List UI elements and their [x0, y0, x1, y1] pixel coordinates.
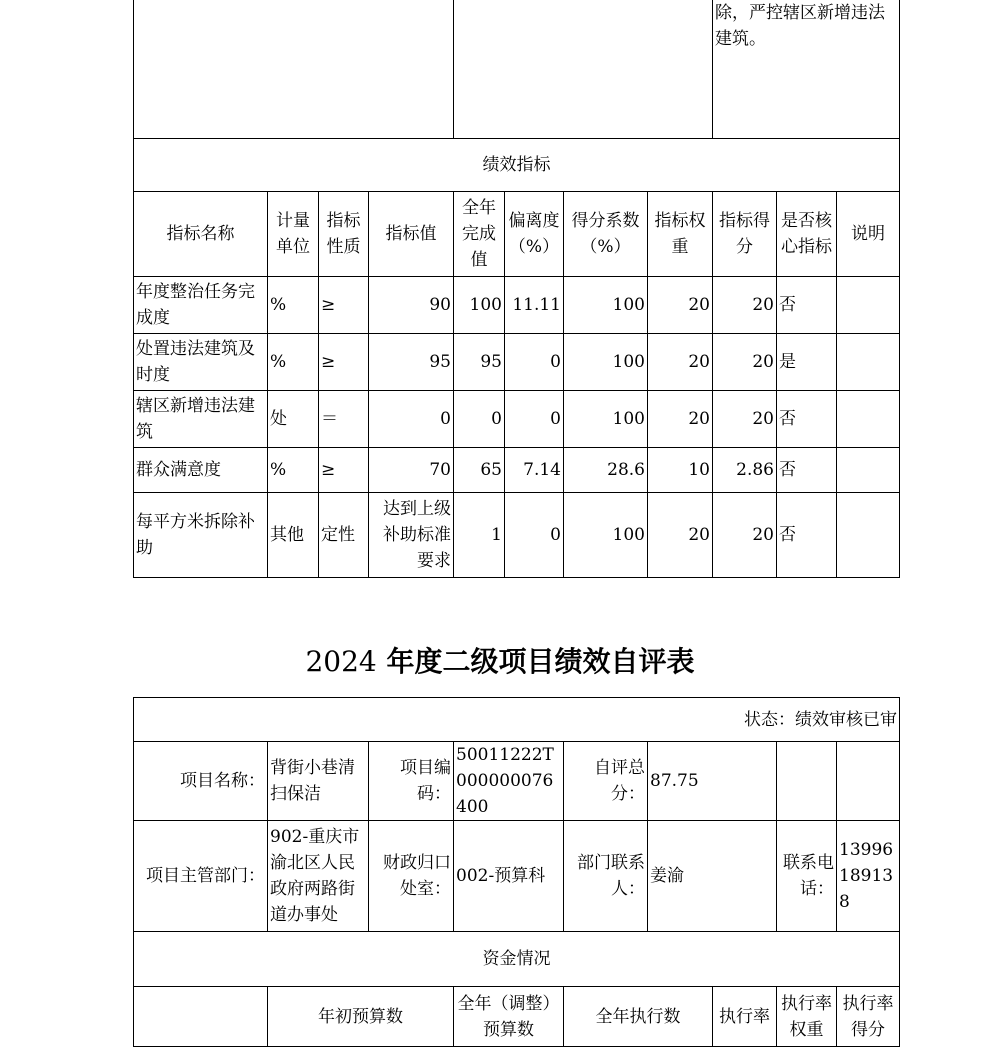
indicator-name: 辖区新增违法建筑: [134, 391, 268, 448]
dept-label: 项目主管部门：: [134, 821, 268, 932]
dept: 902-重庆市渝北区人民政府两路街道办事处: [268, 821, 369, 932]
table-row: [134, 277, 900, 334]
indicator-core: 是: [777, 334, 837, 391]
previous-row-text: 除，严控辖区新增违法建筑。: [713, 0, 900, 139]
header-deviation: 偏离度（%）: [505, 192, 564, 277]
indicator-nature: ＝: [319, 391, 369, 448]
indicator-core: 否: [777, 391, 837, 448]
indicator-weight: 20: [648, 334, 713, 391]
finance-office: 002-预算科: [454, 821, 564, 932]
header-note: 说明: [837, 192, 900, 277]
previous-row: [134, 0, 900, 139]
indicator-actual: 1: [454, 493, 505, 578]
indicator-score: 20: [713, 334, 777, 391]
project-row-2: [134, 821, 900, 932]
funds-section-title: 资金情况: [134, 932, 900, 987]
indicator-score: 20: [713, 391, 777, 448]
header-nature: 指标性质: [319, 192, 369, 277]
indicator-header-row: [134, 192, 900, 277]
phone-label: 联系电话：: [777, 821, 837, 932]
indicator-coef: 28.6: [564, 448, 648, 493]
funds-header-row: [134, 987, 900, 1047]
indicator-deviation: 7.14: [505, 448, 564, 493]
phone-number: 13996189138: [837, 821, 900, 932]
header-actual: 全年完成值: [454, 192, 505, 277]
indicator-core: 否: [777, 448, 837, 493]
indicator-deviation: 11.11: [505, 277, 564, 334]
indicator-note: [837, 448, 900, 493]
contact-label: 部门联系人：: [564, 821, 648, 932]
indicator-score: 20: [713, 493, 777, 578]
form-title-year: 2024: [305, 645, 377, 678]
indicator-unit: 处: [268, 391, 319, 448]
header-coef: 得分系数（%）: [564, 192, 648, 277]
self-score-label: 自评总分：: [564, 742, 648, 821]
indicator-name: 每平方米拆除补助: [134, 493, 268, 578]
indicator-note: [837, 277, 900, 334]
indicator-weight: 20: [648, 493, 713, 578]
funds-header-executed: 全年执行数: [564, 987, 713, 1047]
indicator-value: 0: [369, 391, 454, 448]
indicator-nature: ≥: [319, 277, 369, 334]
funds-header-rate: 执行率: [713, 987, 777, 1047]
self-score: 87.75: [648, 742, 777, 821]
contact-person: 姜渝: [648, 821, 777, 932]
project-info-table: [133, 697, 900, 1047]
indicator-actual: 0: [454, 391, 505, 448]
header-unit: 计量单位: [268, 192, 319, 277]
indicator-value: 95: [369, 334, 454, 391]
indicator-actual: 65: [454, 448, 505, 493]
indicator-unit: %: [268, 277, 319, 334]
indicator-deviation: 0: [505, 334, 564, 391]
indicator-unit: %: [268, 448, 319, 493]
indicator-actual: 95: [454, 334, 505, 391]
indicator-name: 年度整治任务完成度: [134, 277, 268, 334]
header-core: 是否核心指标: [777, 192, 837, 277]
project-name: 背街小巷清扫保洁: [268, 742, 369, 821]
indicator-weight: 20: [648, 391, 713, 448]
indicator-deviation: 0: [505, 493, 564, 578]
project-code: 50011222T000000076400: [454, 742, 564, 821]
indicator-nature: ≥: [319, 334, 369, 391]
table-row: [134, 448, 900, 493]
funds-header-initial: 年初预算数: [268, 987, 454, 1047]
project-code-label: 项目编码：: [369, 742, 454, 821]
indicator-coef: 100: [564, 334, 648, 391]
project-row-1: [134, 742, 900, 821]
indicator-value: 70: [369, 448, 454, 493]
indicator-nature: 定性: [319, 493, 369, 578]
indicator-coef: 100: [564, 493, 648, 578]
indicator-score: 20: [713, 277, 777, 334]
indicator-core: 否: [777, 493, 837, 578]
status-label: 状态：绩效审核已审: [134, 698, 900, 742]
indicator-core: 否: [777, 277, 837, 334]
indicator-note: [837, 334, 900, 391]
indicator-deviation: 0: [505, 391, 564, 448]
indicator-unit: %: [268, 334, 319, 391]
finance-label: 财政归口处室：: [369, 821, 454, 932]
indicator-note: [837, 391, 900, 448]
section-title-indicators: 绩效指标: [134, 139, 900, 192]
header-value: 指标值: [369, 192, 454, 277]
funds-header-rate-weight: 执行率权重: [777, 987, 837, 1047]
table-row: [134, 334, 900, 391]
indicator-value: 90: [369, 277, 454, 334]
funds-header-adjusted: 全年（调整）预算数: [454, 987, 564, 1047]
performance-indicator-table: [133, 0, 900, 578]
indicator-weight: 10: [648, 448, 713, 493]
funds-header-rate-score: 执行率得分: [837, 987, 900, 1047]
indicator-weight: 20: [648, 277, 713, 334]
indicator-name: 群众满意度: [134, 448, 268, 493]
indicator-score: 2.86: [713, 448, 777, 493]
header-score: 指标得分: [713, 192, 777, 277]
form-title-text: 年度二级项目绩效自评表: [386, 645, 695, 678]
header-name: 指标名称: [134, 192, 268, 277]
indicator-coef: 100: [564, 277, 648, 334]
form-title: [0, 640, 1000, 684]
table-row: [134, 493, 900, 578]
table-row: [134, 391, 900, 448]
indicator-name: 处置违法建筑及时度: [134, 334, 268, 391]
indicator-coef: 100: [564, 391, 648, 448]
indicator-unit: 其他: [268, 493, 319, 578]
indicator-actual: 100: [454, 277, 505, 334]
indicator-value: 达到上级补助标准要求: [369, 493, 454, 578]
indicator-nature: ≥: [319, 448, 369, 493]
header-weight: 指标权重: [648, 192, 713, 277]
indicator-note: [837, 493, 900, 578]
project-name-label: 项目名称：: [134, 742, 268, 821]
